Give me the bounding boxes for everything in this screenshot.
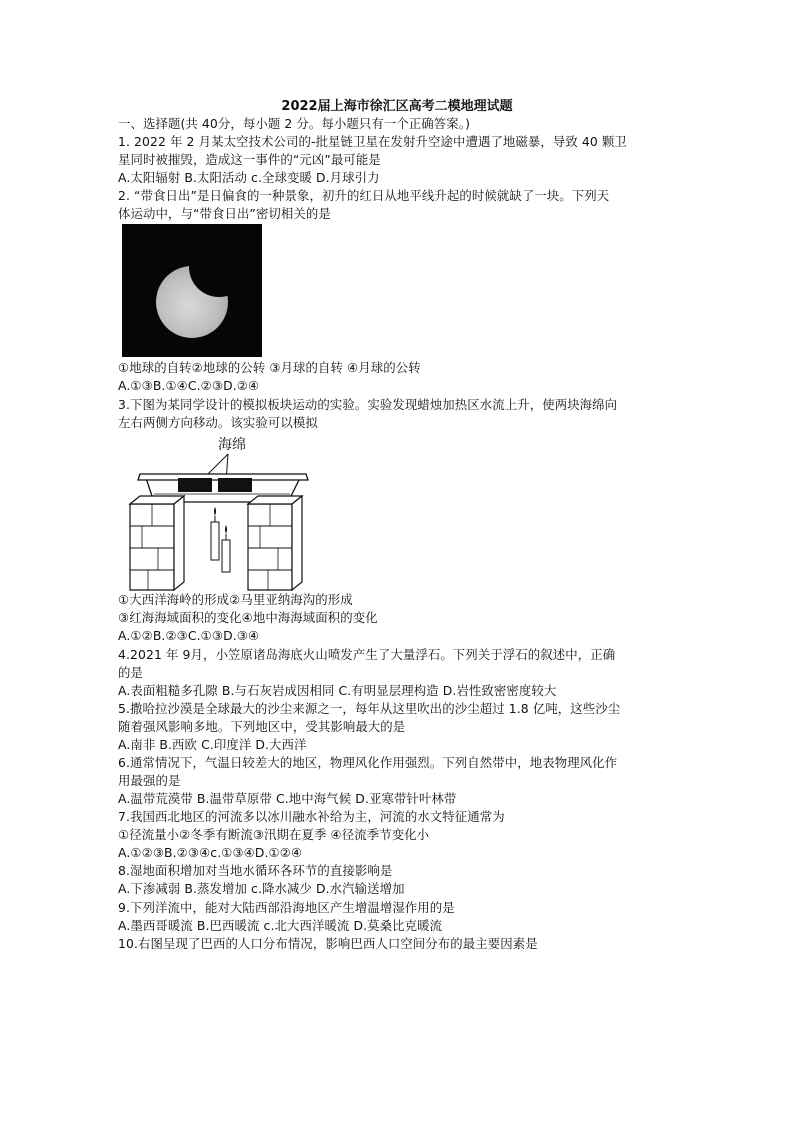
q3-options: A.①②B.②③C.①③D.③④ [118,628,260,643]
q9-stem: 9.下列洋流中，能对大陆西部沿海地区产生增温增湿作用的是 [118,900,455,915]
q3-statements-2: ③红海海域面积的变化④地中海海域面积的变化 [118,610,378,625]
q4-stem-line1: 4.2021 年 9月，小笠原诸岛海底火山喷发产生了大量浮石。下列关于浮石的叙述中，正确 [118,647,616,662]
sponge-label: 海绵 [218,437,246,453]
partial-eclipse-photo [122,224,262,357]
q1-options: A.太阳辐射 B.太阳活动 c.全球变暖 D.月球引力 [118,170,380,185]
q2-stem-line1: 2. “带食日出”是日偏食的一种景象，初升的红日从地平线升起的时候就缺了一块。下列天 [118,188,610,203]
q10-stem: 10.右图呈现了巴西的人口分布情况，影响巴西人口空间分布的最主要因素是 [118,936,538,951]
q4-stem-line2: 的是 [118,665,143,680]
exam-title: 2022届上海市徐汇区高考二模地理试题 [281,99,513,114]
q6-stem-line2: 用最强的是 [118,773,181,788]
q3-stem-line1: 3.下图为某同学设计的模拟板块运动的实验。实验发现蜡烛加热区水流上升，使两块海绵向 [118,397,618,412]
q5-options: A.南非 B.西欧 C.印度洋 D.大西洋 [118,737,307,752]
q2-statements: ①地球的自转②地球的公转 ③月球的自转 ④月球的公转 [118,360,421,375]
q3-statements-1: ①大西洋海岭的形成②马里亚纳海沟的形成 [118,592,353,607]
section-heading: 一、选择题(共 40分，每小题 2 分。每小题只有一个正确答案。) [118,116,470,131]
plate-motion-experiment-figure [128,432,320,592]
q7-statements: ①径流量小②冬季有断流③汛期在夏季 ④径流季节变化小 [118,827,430,842]
q1-stem-line2: 星同时被摧毁，造成这一事件的“元凶”最可能是 [118,152,381,167]
q7-options: A.①②③B.②③④c.①③④D.①②④ [118,845,303,860]
q5-stem-line1: 5.撒哈拉沙漠是全球最大的沙尘来源之一，每年从这里吹出的沙尘超过 1.8 亿吨，这些沙尘 [118,701,621,716]
q5-stem-line2: 随着强风影响多地。下列地区中，受其影响最大的是 [118,719,406,734]
q3-stem-line2: 左右两侧方向移动。该实验可以模拟 [118,415,318,430]
q2-stem-line2: 体运动中，与“带食日出”密切相关的是 [118,206,331,221]
q1-stem-line1: 1. 2022 年 2 月某太空技术公司的-批星链卫星在发射升空途中遭遇了地磁暴，导致 40 颗卫 [118,134,627,149]
q6-options: A.温带荒漠带 B.温带草原带 C.地中海气候 D.亚寒带针叶林带 [118,791,457,806]
q8-stem: 8.湿地面积增加对当地水循环各环节的直接影响是 [118,863,393,878]
q2-options: A.①③B.①④C.②③D.②④ [118,378,260,393]
q4-options: A.表面粗糙多孔隙 B.与石灰岩成因相同 C.有明显层理构造 D.岩性致密密度较大 [118,683,557,698]
q7-stem: 7.我国西北地区的河流多以冰川融水补给为主，河流的水文特征通常为 [118,809,505,824]
q9-options: A.墨西哥暖流 B.巴西暖流 c.北大西洋暖流 D.莫桑比克暖流 [118,918,443,933]
q8-options: A.下渗减弱 B.蒸发增加 c.降水减少 D.水汽输送增加 [118,881,405,896]
q6-stem-line1: 6.通常情况下，气温日较差大的地区，物理风化作用强烈。下列自然带中，地表物理风化作 [118,755,618,770]
